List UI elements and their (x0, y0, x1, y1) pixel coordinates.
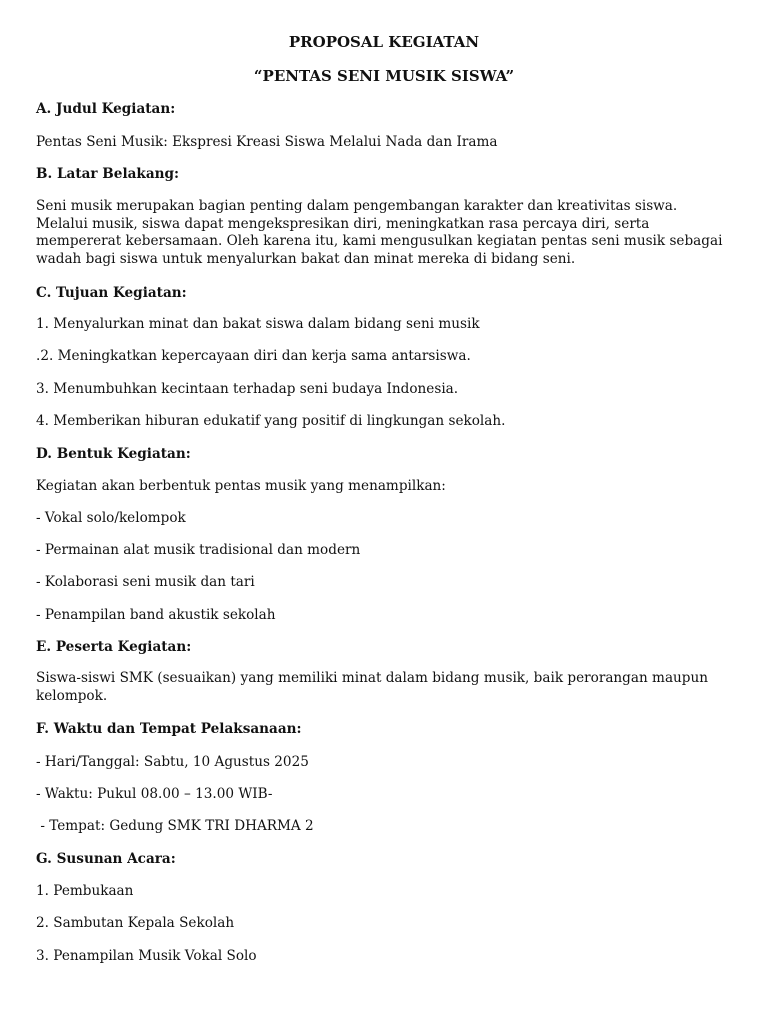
section-b-text: Seni musik merupakan bagian penting dalam pengembangan karakter dan kreativitas siswa. Melalui musik, siswa dapat mengekspresikan diri, meningkatkan rasa percaya diri, serta mempererat kebersamaan. Oleh karena itu, kami mengusulkan kegiatan pentas seni musik sebagai wadah bagi siswa untuk menyalurkan bakat dan minat mereka di bidang seni. (36, 198, 723, 267)
section-d-item: - Kolaborasi seni musik dan tari (36, 574, 255, 590)
section-c-heading: C. Tujuan Kegiatan: (36, 285, 187, 301)
section-f-item: - Tempat: Gedung SMK TRI DHARMA 2 (36, 818, 314, 834)
section-d-item: - Vokal solo/kelompok (36, 510, 186, 526)
section-d-intro: Kegiatan akan berbentuk pentas musik yang menampilkan: (36, 478, 446, 494)
section-f-item: - Waktu: Pukul 08.00 – 13.00 WIB- (36, 786, 273, 802)
section-b-heading: B. Latar Belakang: (36, 166, 180, 182)
section-d-item: - Penampilan band akustik sekolah (36, 607, 276, 623)
section-g-item: 1. Pembukaan (36, 883, 134, 899)
section-f-item: - Hari/Tanggal: Sabtu, 10 Agustus 2025 (36, 754, 309, 770)
section-a-heading: A. Judul Kegiatan: (36, 101, 176, 117)
document-title: PROPOSAL KEGIATAN (288, 33, 480, 51)
section-c-item: 1. Menyalurkan minat dan bakat siswa dalam bidang seni musik (36, 316, 480, 332)
section-d-heading: D. Bentuk Kegiatan: (36, 446, 191, 462)
section-e-heading: E. Peserta Kegiatan: (36, 639, 192, 655)
section-f-heading: F. Waktu dan Tempat Pelaksanaan: (36, 721, 302, 737)
section-e-text: Siswa-siswi SMK (sesuaikan) yang memiliki minat dalam bidang musik, baik perorangan maupun kelompok. (36, 670, 709, 704)
document-subtitle: “PENTAS SENI MUSIK SISWA” (253, 67, 515, 85)
section-d-item: - Permainan alat musik tradisional dan modern (36, 542, 361, 558)
section-c-item: 3. Menumbuhkan kecintaan terhadap seni budaya Indonesia. (36, 381, 459, 397)
section-c-item: .2. Meningkatkan kepercayaan diri dan kerja sama antarsiswa. (36, 348, 471, 364)
section-g-heading: G. Susunan Acara: (36, 851, 176, 867)
section-g-item: 3. Penampilan Musik Vokal Solo (36, 948, 257, 964)
section-g-item: 2. Sambutan Kepala Sekolah (36, 915, 235, 931)
section-c-item: 4. Memberikan hiburan edukatif yang positif di lingkungan sekolah. (36, 413, 506, 429)
section-a-text: Pentas Seni Musik: Ekspresi Kreasi Siswa Melalui Nada dan Irama (36, 134, 498, 150)
